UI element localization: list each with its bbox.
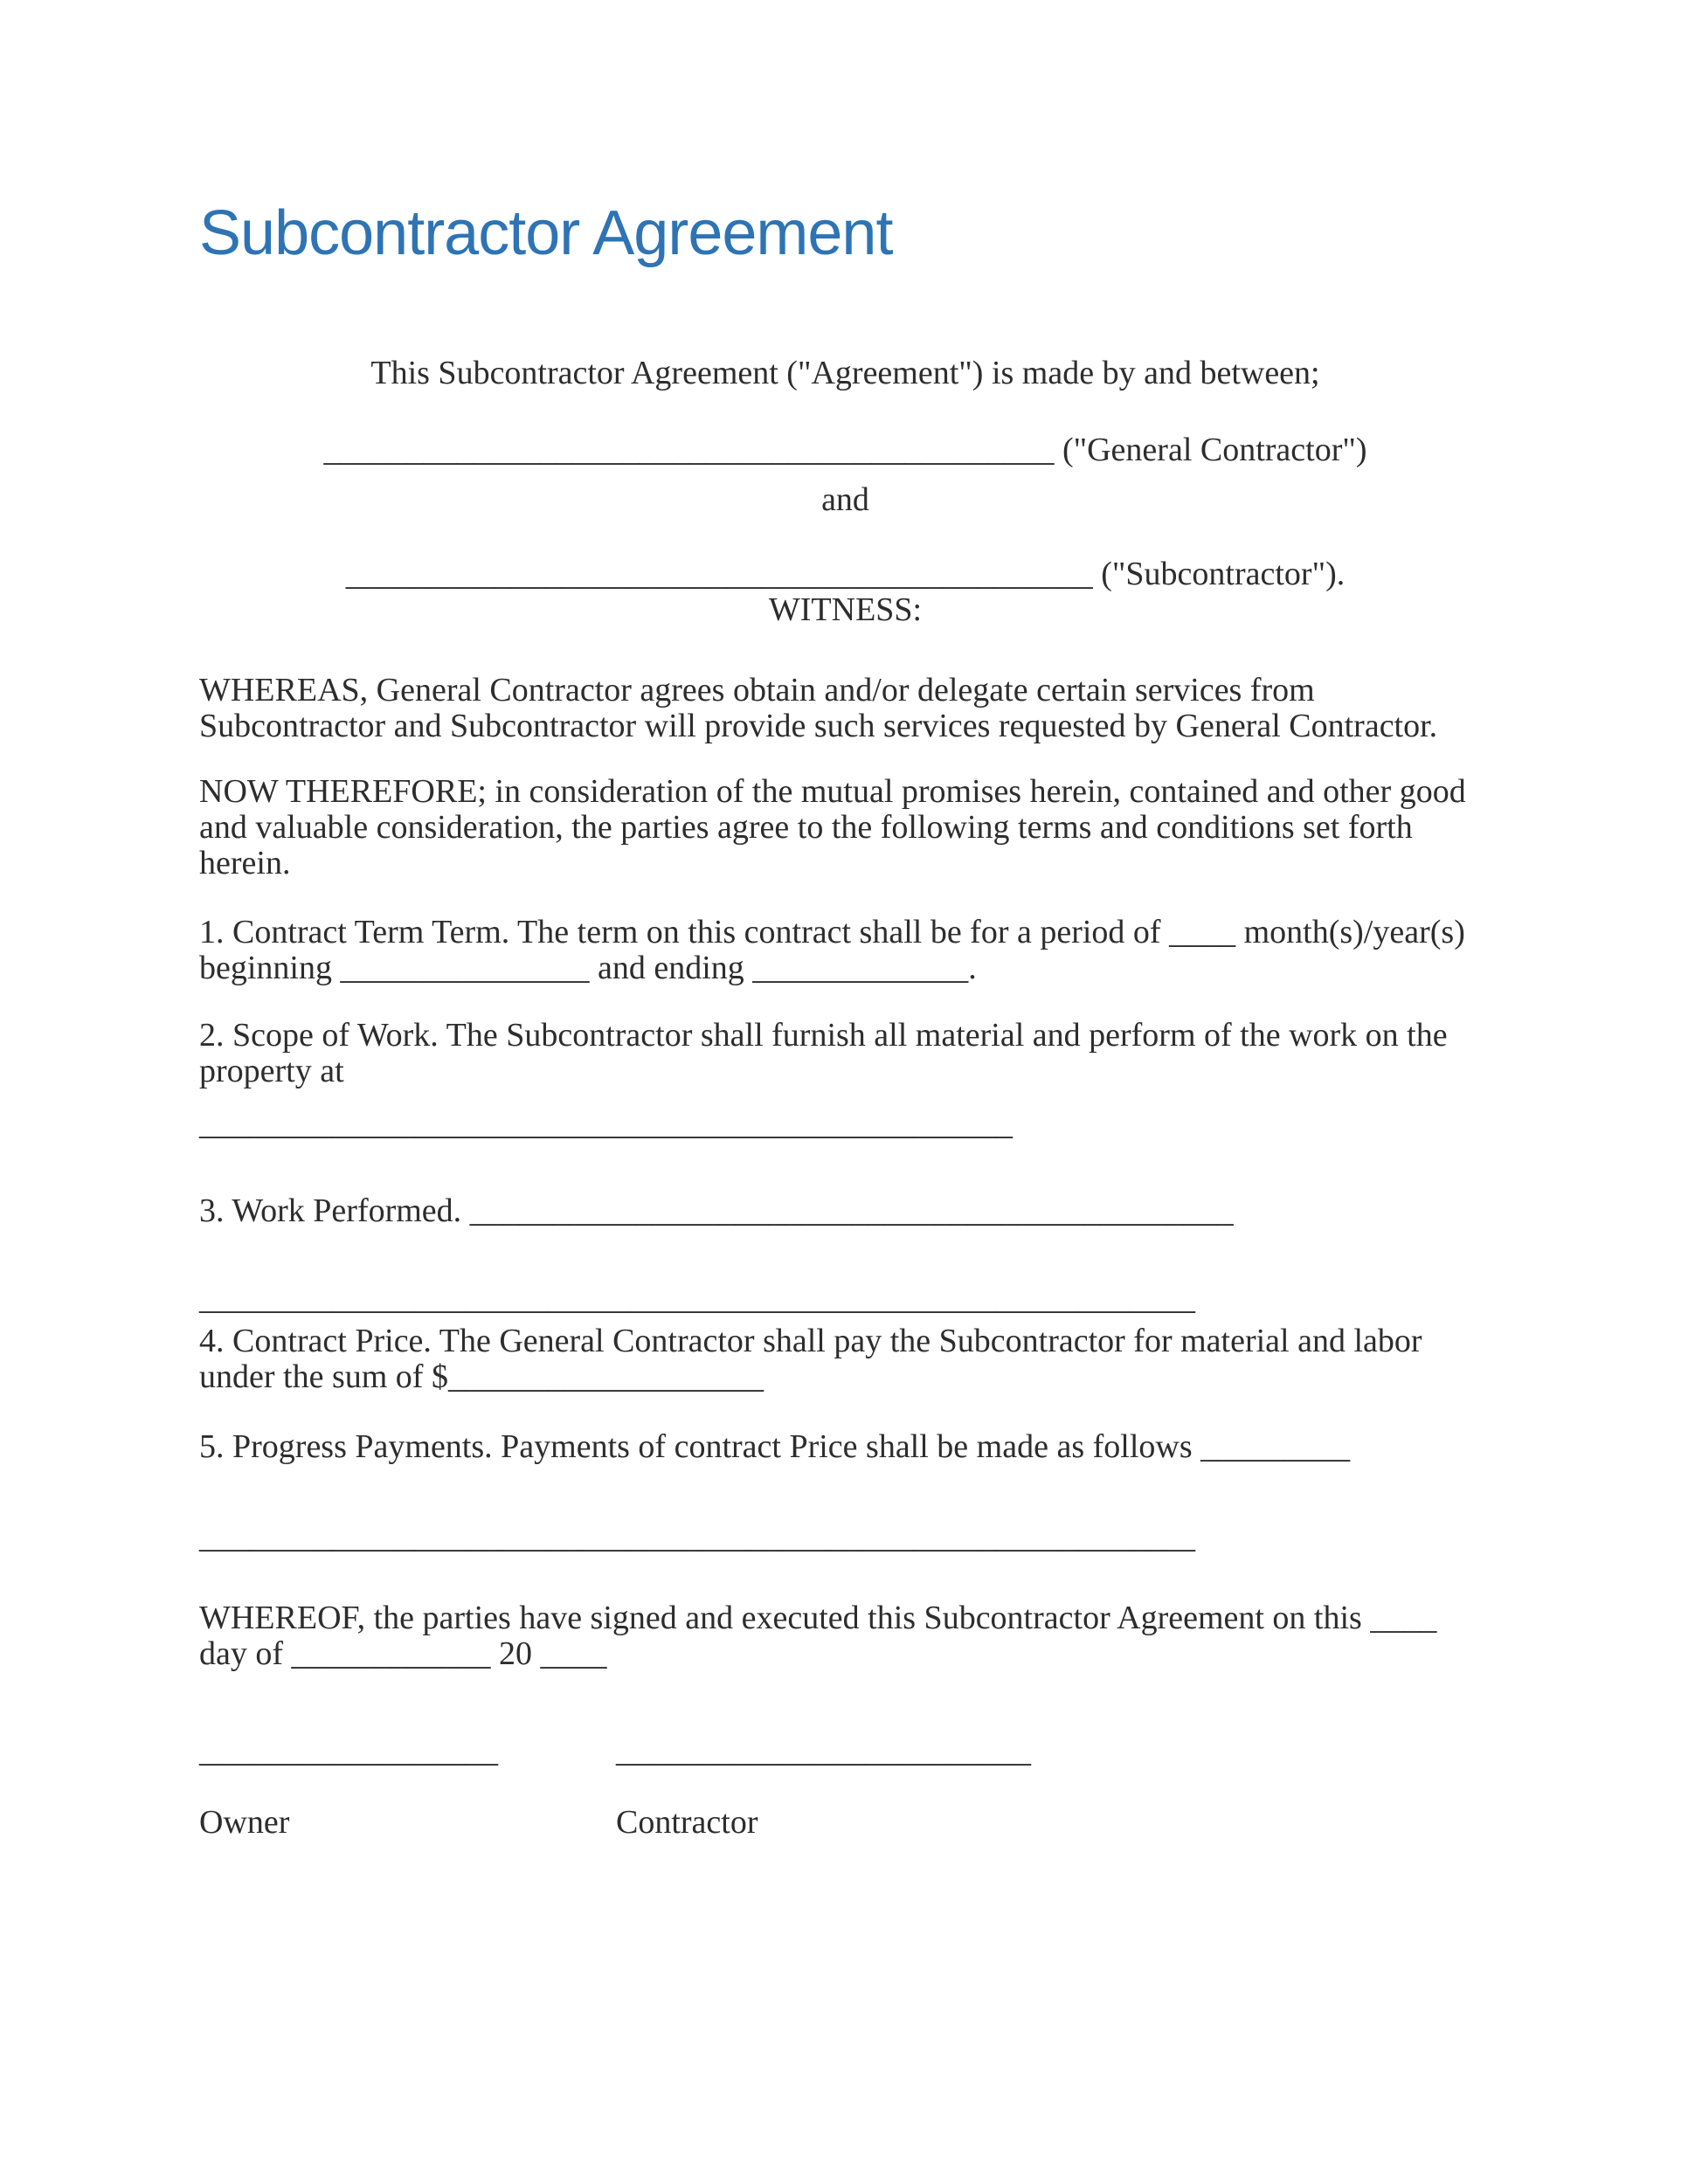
- clause-1-contract-term: 1. Contract Term Term. The term on this contract shall be for a period of ____ month(s)/year(s) beginning _______________ and ending _____________.: [199, 914, 1465, 986]
- clause-2-scope-of-work: 2. Scope of Work. The Subcontractor shall furnish all material and perform of the work on the property at: [199, 1017, 1448, 1089]
- contractor-signature-line: _________________________: [616, 1732, 1031, 1769]
- work-performed-blank-line: ____________________________________________________________: [199, 1280, 1195, 1317]
- and-separator: and: [821, 481, 869, 518]
- witness-heading: WITNESS:: [768, 591, 923, 628]
- document-title: Subcontractor Agreement: [199, 198, 893, 268]
- general-contractor-blank-line: ____________________________________________ ("General Contractor"): [323, 432, 1367, 468]
- subcontractor-blank-line: _____________________________________________ ("Subcontractor").: [345, 556, 1346, 592]
- whereas-clause: WHEREAS, General Contractor agrees obtain and/or delegate certain services from Subcontractor and Subcontractor will provide such services requested by General Contractor.: [199, 672, 1438, 744]
- signature-labels-row: [199, 1805, 1491, 1841]
- execution-clause: WHEREOF, the parties have signed and executed this Subcontractor Agreement on this ____ day of ____________ 20 ____: [199, 1600, 1437, 1672]
- clause-5-progress-payments: 5. Progress Payments. Payments of contract Price shall be made as follows _________: [199, 1428, 1351, 1465]
- owner-signature-line: __________________: [199, 1732, 498, 1769]
- signature-lines-row: [199, 1733, 1491, 1769]
- scope-of-work-blank-line: _________________________________________________: [199, 1105, 1013, 1142]
- clause-3-work-performed: 3. Work Performed. ______________________________________________: [199, 1192, 1234, 1229]
- progress-payments-blank-line: ____________________________________________________________: [199, 1518, 1195, 1555]
- intro-line: This Subcontractor Agreement ("Agreement") is made by and between;: [370, 355, 1320, 391]
- contractor-label: Contractor: [616, 1804, 758, 1841]
- owner-label: Owner: [199, 1804, 290, 1841]
- now-therefore-clause: NOW THEREFORE; in consideration of the mutual promises herein, contained and other good and valuable consideration, the parties agree to the following terms and conditions set forth herein.: [199, 773, 1466, 881]
- clause-4-contract-price: 4. Contract Price. The General Contractor shall pay the Subcontractor for material and labor under the sum of $___________________: [199, 1323, 1422, 1395]
